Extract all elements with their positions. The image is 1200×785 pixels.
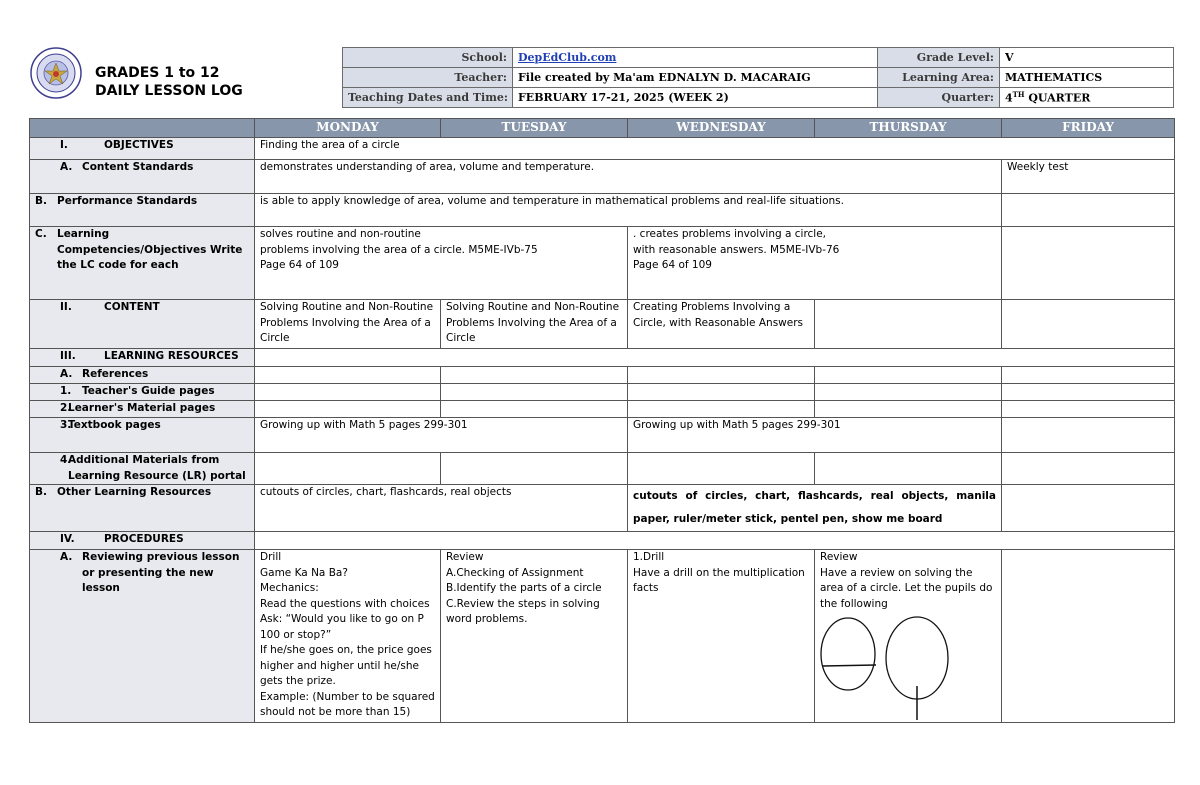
grade-level-value: V — [1000, 48, 1174, 68]
reviewing-label: A. Reviewing previous lesson or presenting the new lesson — [30, 550, 255, 723]
table-row — [30, 349, 1175, 367]
content-friday — [1002, 300, 1175, 349]
objectives-value: Finding the area of a circle — [255, 138, 1175, 160]
procedures-label: IV. PROCEDURES — [30, 532, 255, 550]
content-standards-friday: Weekly test — [1002, 160, 1175, 194]
table-row — [30, 418, 1175, 453]
table-row — [30, 227, 1175, 300]
table-row — [30, 367, 1175, 384]
cell — [815, 367, 1002, 384]
content-wednesday: Creating Problems Involving a Circle, with Reasonable Answers — [628, 300, 815, 349]
cell — [815, 401, 1002, 418]
objectives-label: I. OBJECTIVES — [30, 138, 255, 160]
competencies-label: C. Learning Competencies/Objectives Write the LC code for each — [30, 227, 255, 300]
quarter-suffix: TH — [1012, 90, 1025, 100]
dates-label: Teaching Dates and Time: — [343, 88, 513, 108]
content-label: II. CONTENT — [30, 300, 255, 349]
circle-diagrams-image — [820, 614, 995, 722]
competencies-wed-thu: . creates problems involving a circle, with reasonable answers. M5ME-IVb-76 Page 64 of 109 — [628, 227, 1002, 300]
content-thursday — [815, 300, 1002, 349]
school-label: School: — [343, 48, 513, 68]
content-standards-label: A. Content Standards — [30, 160, 255, 194]
deped-seal-logo — [30, 47, 82, 99]
cell — [441, 367, 628, 384]
performance-standards-value: is able to apply knowledge of area, volume and temperature in mathematical problems and real-life situations. — [255, 194, 1002, 227]
cell — [255, 453, 441, 485]
cell — [628, 401, 815, 418]
table-row — [30, 300, 1175, 349]
quarter-text: QUARTER — [1024, 91, 1091, 105]
textbook-label: 3. Textbook pages — [30, 418, 255, 453]
table-row — [30, 532, 1175, 550]
learners-material-label: 2. Learner's Material pages — [30, 401, 255, 418]
other-resources-friday — [1002, 485, 1175, 532]
cell — [1002, 453, 1175, 485]
reviewing-thursday-text: Review Have a review on solving the area of a circle. Let the pupils do the following — [820, 551, 993, 610]
cell — [1002, 401, 1175, 418]
days-header-row — [30, 119, 1175, 138]
quarter-number: 4 — [1005, 91, 1013, 105]
table-row — [30, 384, 1175, 401]
competencies-friday — [1002, 227, 1175, 300]
title-line-1: GRADES 1 to 12 — [95, 65, 220, 81]
cell — [815, 453, 1002, 485]
table-row — [30, 453, 1175, 485]
dates-value: FEBRUARY 17-21, 2025 (WEEK 2) — [513, 88, 878, 108]
day-monday: MONDAY — [255, 119, 441, 138]
reviewing-thursday — [815, 550, 1002, 723]
resources-value — [255, 349, 1175, 367]
performance-standards-friday — [1002, 194, 1175, 227]
textbook-mon-tue: Growing up with Math 5 pages 299-301 — [255, 418, 628, 453]
cell — [441, 453, 628, 485]
cell — [255, 367, 441, 384]
procedures-value — [255, 532, 1175, 550]
cell — [1002, 367, 1175, 384]
cell — [628, 384, 815, 401]
teacher-label: Teacher: — [343, 68, 513, 88]
title-line-2: DAILY LESSON LOG — [95, 83, 243, 99]
cell — [628, 453, 815, 485]
cell — [255, 384, 441, 401]
lesson-log-table — [29, 118, 1175, 723]
table-row — [30, 160, 1175, 194]
document-title — [95, 64, 243, 100]
day-thursday: THURSDAY — [815, 119, 1002, 138]
reviewing-tuesday: Review A.Checking of Assignment B.Identify the parts of a circle C.Review the steps in solving word problems. — [441, 550, 628, 723]
content-monday: Solving Routine and Non-Routine Problems Involving the Area of a Circle — [255, 300, 441, 349]
references-label: A. References — [30, 367, 255, 384]
day-wednesday: WEDNESDAY — [628, 119, 815, 138]
day-tuesday: TUESDAY — [441, 119, 628, 138]
table-row — [30, 194, 1175, 227]
cell — [1002, 384, 1175, 401]
reviewing-friday — [1002, 550, 1175, 723]
other-resources-mon-tue: cutouts of circles, chart, flashcards, real objects — [255, 485, 628, 532]
cell — [628, 367, 815, 384]
textbook-wed-thu: Growing up with Math 5 pages 299-301 — [628, 418, 1002, 453]
day-friday: FRIDAY — [1002, 119, 1175, 138]
performance-standards-label: B. Performance Standards — [30, 194, 255, 227]
competencies-mon-tue: solves routine and non-routine problems involving the area of a circle. M5ME-IVb-75 Page 64 of 109 — [255, 227, 628, 300]
textbook-friday — [1002, 418, 1175, 453]
other-resources-label: B. Other Learning Resources — [30, 485, 255, 532]
learning-area-value: MATHEMATICS — [1000, 68, 1174, 88]
additional-materials-label: 4. Additional Materials from Learning Resource (LR) portal — [30, 453, 255, 485]
cell — [441, 384, 628, 401]
grade-level-label: Grade Level: — [878, 48, 1000, 68]
circle-diagram-left — [821, 618, 875, 690]
resources-label: III. LEARNING RESOURCES — [30, 349, 255, 367]
cell — [815, 384, 1002, 401]
cell — [441, 401, 628, 418]
content-tuesday: Solving Routine and Non-Routine Problems Involving the Area of a Circle — [441, 300, 628, 349]
teacher-value: File created by Ma'am EDNALYN D. MACARAIG — [513, 68, 878, 88]
circle-left-radius-line — [823, 665, 876, 666]
school-link[interactable]: DepEdClub.com — [513, 48, 878, 68]
table-row — [30, 485, 1175, 532]
table-row — [30, 550, 1175, 723]
quarter-label: Quarter: — [878, 88, 1000, 108]
reviewing-wednesday: 1.Drill Have a drill on the multiplication facts — [628, 550, 815, 723]
header-info-table — [342, 47, 1174, 108]
cell — [255, 401, 441, 418]
table-row — [30, 401, 1175, 418]
header-corner — [30, 119, 255, 138]
other-resources-wed-thu: cutouts of circles, chart, flashcards, real objects, manila paper, ruler/meter stick, pentel pen, show me board — [628, 485, 1002, 532]
quarter-value — [1000, 88, 1174, 108]
reviewing-monday: Drill Game Ka Na Ba? Mechanics: Read the questions with choices Ask: “Would you like to go on P 100 or stop?” If he/she goes on, the price goes higher and higher until he/she gets the prize. Example: (Number to be squared should not be more than 15) — [255, 550, 441, 723]
table-row — [30, 138, 1175, 160]
content-standards-value: demonstrates understanding of area, volume and temperature. — [255, 160, 1002, 194]
teachers-guide-label: 1. Teacher's Guide pages — [30, 384, 255, 401]
learning-area-label: Learning Area: — [878, 68, 1000, 88]
